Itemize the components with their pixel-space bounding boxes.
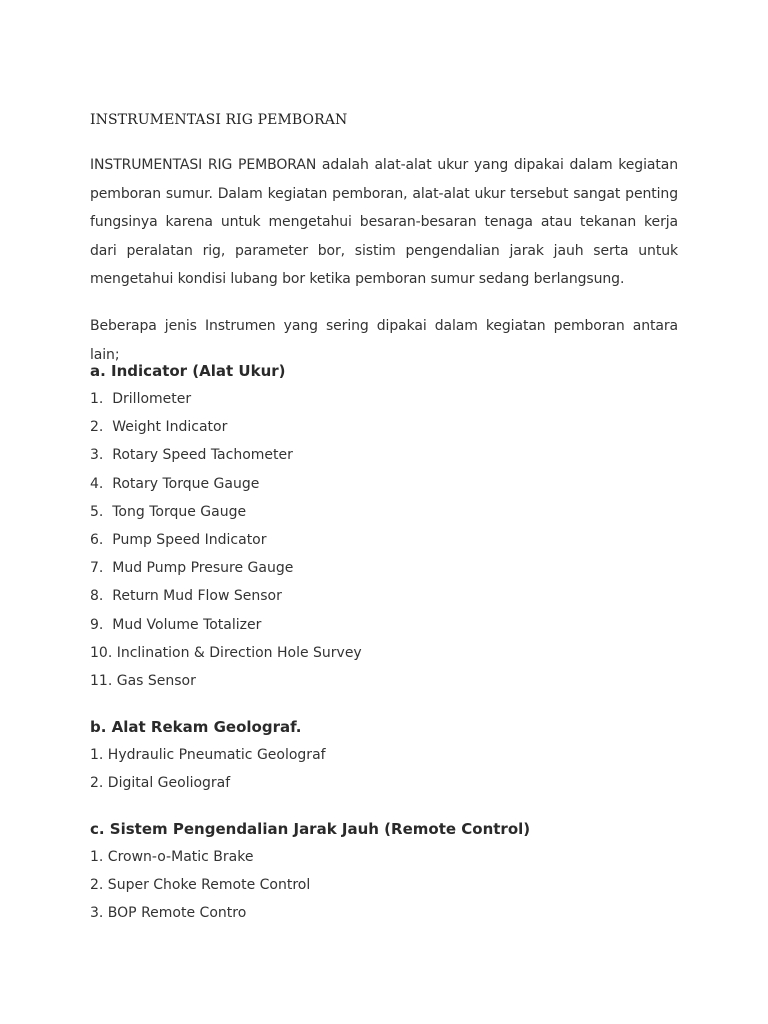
- intro-paragraph: INSTRUMENTASI RIG PEMBORAN adalah alat-alat ukur yang dipakai dalam kegiatan pemboran sumur. Dalam kegiatan pemboran, alat-alat ukur tersebut sangat penting fungsinya karena untuk mengetahui besaran-besaran tenaga atau tekanan kerja dari peralatan rig, parameter bor, sistim pengendalian jarak jauh serta untuk mengetahui kondisi lubang bor ketika pemboran sumur sedang berlangsung.: [90, 157, 678, 287]
- list-item: 3. Rotary Speed Tachometer: [90, 447, 293, 463]
- list-item: 4. Rotary Torque Gauge: [90, 476, 260, 492]
- list-item: 10. Inclination & Direction Hole Survey: [90, 645, 362, 661]
- list-item: 9. Mud Volume Totalizer: [90, 617, 262, 633]
- list-item: 5. Tong Torque Gauge: [90, 504, 247, 520]
- list-item: 3. BOP Remote Contro: [90, 905, 247, 921]
- list-item: 2. Digital Geoliograf: [90, 775, 231, 791]
- list-item: 6. Pump Speed Indicator: [90, 532, 267, 548]
- document-title: INSTRUMENTASI RIG PEMBORAN: [90, 112, 348, 128]
- list-item: 1. Hydraulic Pneumatic Geolograf: [90, 747, 326, 763]
- lead-paragraph: Beberapa jenis Instrumen yang sering dipakai dalam kegiatan pemboran antara lain;: [90, 318, 678, 363]
- section-heading-indicator: a. Indicator (Alat Ukur): [90, 362, 286, 380]
- list-item: 7. Mud Pump Presure Gauge: [90, 560, 294, 576]
- list-item: 2. Weight Indicator: [90, 419, 228, 435]
- list-item: 1. Drillometer: [90, 391, 192, 407]
- list-item: 11. Gas Sensor: [90, 673, 196, 689]
- list-item: 8. Return Mud Flow Sensor: [90, 588, 282, 604]
- section-heading-geolograf: b. Alat Rekam Geolograf.: [90, 718, 302, 736]
- list-item: 2. Super Choke Remote Control: [90, 877, 311, 893]
- section-heading-remote-control: c. Sistem Pengendalian Jarak Jauh (Remote Control): [90, 820, 531, 838]
- list-item: 1. Crown-o-Matic Brake: [90, 849, 254, 865]
